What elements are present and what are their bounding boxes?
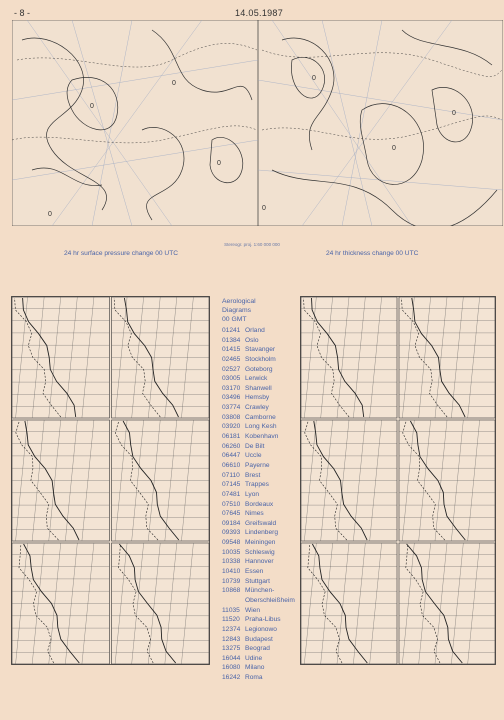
station-id: 02527 bbox=[222, 365, 241, 373]
station-list-item bbox=[222, 471, 295, 481]
station-name: Goteborg bbox=[245, 365, 273, 373]
station-id: 03920 bbox=[222, 423, 241, 431]
station-list-item bbox=[222, 519, 295, 529]
station-list-item bbox=[222, 586, 295, 596]
svg-text:0: 0 bbox=[452, 110, 456, 117]
station-name: De Bilt bbox=[245, 442, 265, 450]
station-name: Kobenhavn bbox=[245, 433, 279, 441]
station-id: 12843 bbox=[222, 635, 241, 643]
station-list-item bbox=[222, 673, 295, 683]
aerological-title-line: Aerological bbox=[222, 298, 256, 305]
station-list-item bbox=[222, 500, 295, 510]
station-name: Brest bbox=[245, 471, 261, 479]
station-list-item bbox=[222, 615, 295, 625]
station-name: Legionowo bbox=[245, 625, 277, 633]
station-id: 07481 bbox=[222, 490, 241, 498]
station-name: Lindenberg bbox=[245, 529, 278, 537]
station-list-item bbox=[222, 625, 295, 635]
page-number: - 8 - bbox=[14, 8, 31, 18]
station-id: 07110 bbox=[222, 471, 240, 479]
station-list-item bbox=[222, 432, 295, 442]
station-list-item bbox=[222, 557, 295, 567]
station-list bbox=[222, 326, 295, 683]
station-id: 10338 bbox=[222, 558, 241, 566]
svg-text:0: 0 bbox=[312, 75, 316, 82]
station-list-item bbox=[222, 635, 295, 645]
station-list-item bbox=[222, 480, 295, 490]
station-list-item bbox=[222, 345, 295, 355]
station-name: Camborne bbox=[245, 413, 276, 421]
station-id: 03496 bbox=[222, 394, 241, 402]
station-name: Trappes bbox=[245, 481, 269, 489]
station-list-item bbox=[222, 442, 295, 452]
station-list-item bbox=[222, 461, 295, 471]
station-id: 01415 bbox=[222, 346, 241, 354]
station-list-item bbox=[222, 490, 295, 500]
station-id: 16080 bbox=[222, 664, 241, 672]
surface-pressure-change-caption: 24 hr surface pressure change 00 UTC bbox=[64, 250, 178, 257]
station-list-item bbox=[222, 393, 295, 403]
aerological-diagrams-left bbox=[11, 296, 210, 665]
svg-text:0: 0 bbox=[172, 80, 176, 87]
station-id: 01384 bbox=[222, 336, 241, 344]
station-list-item bbox=[222, 567, 295, 577]
station-id: 10035 bbox=[222, 548, 241, 556]
thickness-change-caption: 24 hr thickness change 00 UTC bbox=[326, 250, 419, 257]
station-list-item bbox=[222, 422, 295, 432]
station-id: 13275 bbox=[222, 645, 241, 653]
station-name: Hannover bbox=[245, 558, 274, 566]
svg-text:0: 0 bbox=[262, 205, 266, 212]
station-list-item bbox=[222, 577, 295, 587]
station-id: 03170 bbox=[222, 384, 241, 392]
station-list-item bbox=[222, 509, 295, 519]
station-name: Greifswald bbox=[245, 519, 277, 527]
station-name: Praha-Libus bbox=[245, 616, 281, 624]
aerological-title-line: Diagrams bbox=[222, 307, 252, 314]
aerological-title bbox=[222, 297, 256, 324]
station-name: Stuttgart bbox=[245, 577, 270, 585]
station-list-item bbox=[222, 644, 295, 654]
station-id: 07645 bbox=[222, 510, 241, 518]
station-name: Budapest bbox=[245, 635, 273, 643]
station-name: Lyon bbox=[245, 490, 260, 498]
station-list-item bbox=[222, 355, 295, 365]
station-list-item bbox=[222, 548, 295, 558]
station-id: 10739 bbox=[222, 577, 241, 585]
station-id: 06260 bbox=[222, 442, 241, 450]
station-name: Crawley bbox=[245, 404, 269, 412]
station-name: Beograd bbox=[245, 645, 270, 653]
station-name: Stavanger bbox=[245, 346, 276, 354]
station-list-item bbox=[222, 336, 295, 346]
station-name: Wien bbox=[245, 606, 261, 614]
station-id: 03808 bbox=[222, 413, 241, 421]
svg-text:0: 0 bbox=[90, 103, 94, 110]
station-list-item bbox=[222, 374, 295, 384]
station-id: 07510 bbox=[222, 500, 241, 508]
station-name: Shanwell bbox=[245, 384, 272, 392]
station-id: 03005 bbox=[222, 375, 241, 383]
station-id: 11520 bbox=[222, 616, 240, 624]
svg-text:0: 0 bbox=[392, 145, 396, 152]
station-id: 09548 bbox=[222, 539, 241, 547]
station-name: Hemsby bbox=[245, 394, 270, 402]
station-name: Oslo bbox=[245, 336, 259, 344]
station-name: Milano bbox=[245, 664, 265, 672]
station-name: Oberschleißheim bbox=[245, 596, 295, 604]
station-list-item bbox=[222, 326, 295, 336]
station-name: Stockholm bbox=[245, 355, 276, 363]
station-name: Bordeaux bbox=[245, 500, 274, 508]
station-list-item bbox=[222, 451, 295, 461]
station-id: 09184 bbox=[222, 519, 241, 527]
station-name: Lerwick bbox=[245, 375, 268, 383]
svg-text:0: 0 bbox=[217, 160, 221, 167]
station-name: Roma bbox=[245, 674, 263, 682]
station-list-item bbox=[222, 528, 295, 538]
station-id: 02465 bbox=[222, 355, 241, 363]
station-name: Schleswig bbox=[245, 548, 275, 556]
station-id: 16242 bbox=[222, 674, 241, 682]
station-name: Udine bbox=[245, 654, 263, 662]
station-id: 10868 bbox=[222, 587, 241, 595]
station-id: 11035 bbox=[222, 606, 240, 614]
station-list-item bbox=[222, 365, 295, 375]
aerological-diagrams-right bbox=[300, 296, 496, 665]
station-list-item bbox=[222, 596, 295, 606]
station-name: Uccle bbox=[245, 452, 262, 460]
station-id: 07145 bbox=[222, 481, 241, 489]
station-list-item bbox=[222, 606, 295, 616]
station-id: 06181 bbox=[222, 433, 241, 441]
station-name: München- bbox=[245, 587, 275, 595]
station-id: 10410 bbox=[222, 568, 241, 576]
station-id: 06447 bbox=[222, 452, 241, 460]
station-name: Meiningen bbox=[245, 539, 276, 547]
page-date: 14.05.1987 bbox=[235, 8, 284, 18]
station-name: Essen bbox=[245, 568, 264, 576]
station-id: 12374 bbox=[222, 625, 241, 633]
station-list-item bbox=[222, 384, 295, 394]
station-list-item bbox=[222, 403, 295, 413]
station-name: Long Kesh bbox=[245, 423, 277, 431]
station-list-item bbox=[222, 663, 295, 673]
map-scale-note: Stereogr. proj. 1:60 000 000 bbox=[224, 242, 280, 247]
station-list-item bbox=[222, 538, 295, 548]
station-id: 06610 bbox=[222, 461, 241, 469]
station-id: 16044 bbox=[222, 654, 241, 662]
station-list-item bbox=[222, 413, 295, 423]
station-name: Payerne bbox=[245, 461, 270, 469]
pressure-thickness-change-maps bbox=[12, 20, 503, 226]
station-id: 03774 bbox=[222, 404, 241, 412]
station-list-item bbox=[222, 654, 295, 664]
station-id: 01241 bbox=[222, 327, 241, 334]
svg-text:0: 0 bbox=[48, 211, 52, 218]
station-id: 09393 bbox=[222, 529, 241, 537]
aerological-title-line: 00 GMT bbox=[222, 316, 247, 323]
station-name: Orland bbox=[245, 327, 265, 334]
station-name: Nimes bbox=[245, 510, 264, 518]
